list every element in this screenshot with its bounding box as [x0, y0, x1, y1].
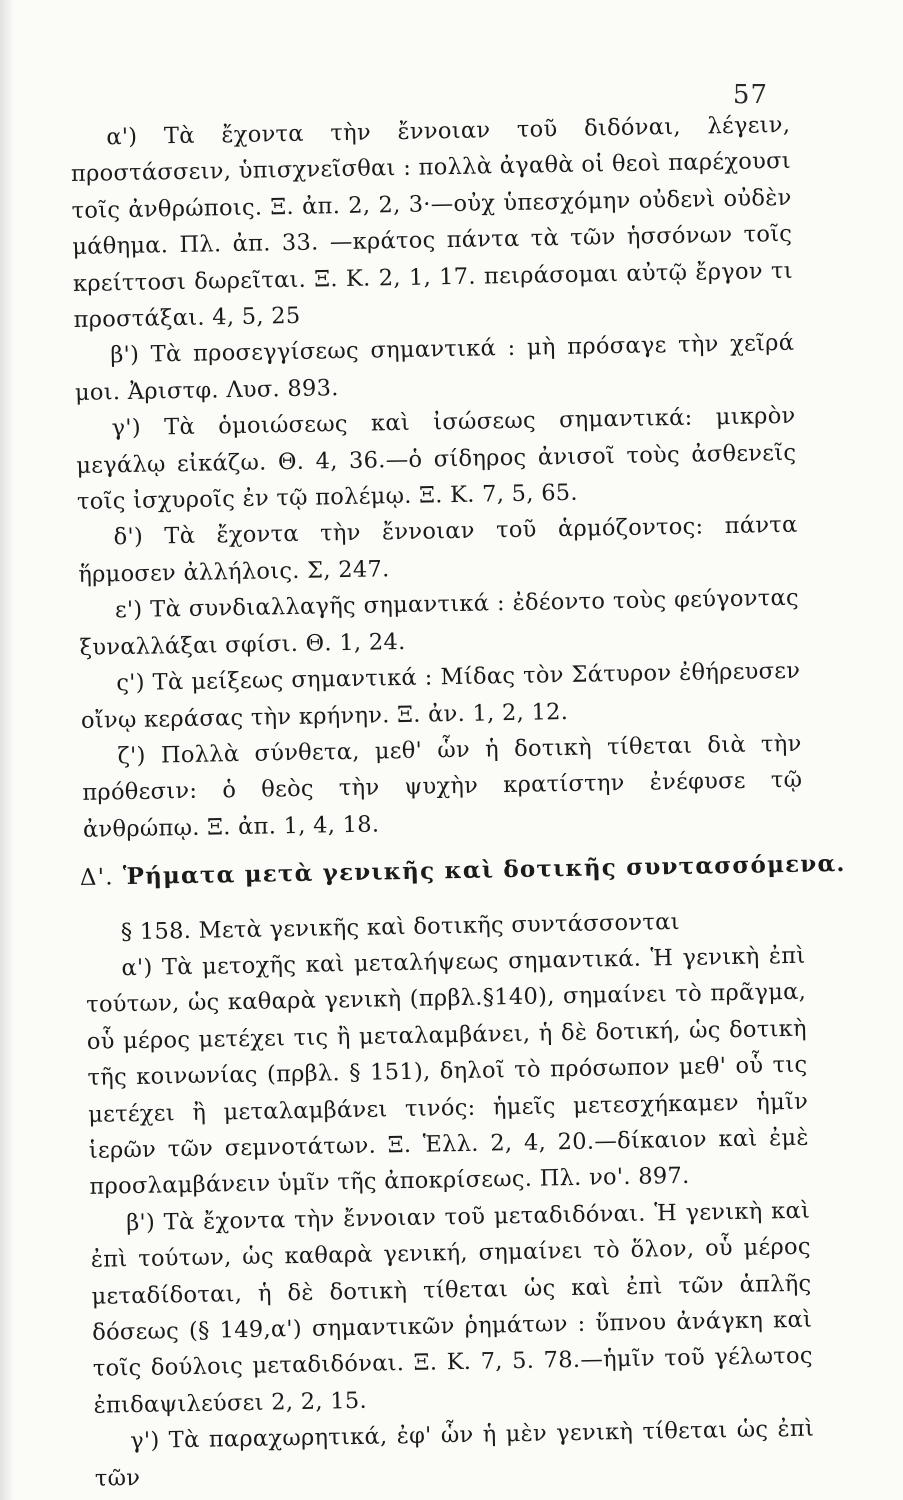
page-number: 57 — [732, 80, 768, 110]
section-heading-title: Ῥήματα μετὰ γενικῆς καὶ δοτικῆς συντασσόμενα. — [122, 850, 846, 891]
paragraph-zeta: ζ') Πολλὰ σύνθετα, μεθ' ὧν ἡ δοτικὴ τίθεται διὰ τὴν πρόθεσιν: ὁ θεὸς τὴν ψυχὴν κρατίστην ἐνέφυσε τῷ ἀνθρώπῳ. Ξ. ἀπ. 1, 4, 18. — [82, 730, 803, 843]
section-heading — [79, 847, 846, 897]
section-intro: § 158. Μετὰ γενικῆς καὶ δοτικῆς συντάσσονται — [120, 908, 680, 945]
section-paragraph-gamma: γ') Τὰ παραχωρητικά, ἐφ' ὧν ἡ μὲν γενικὴ τίθεται ὡς ἐπὶ τῶν — [94, 1415, 815, 1492]
section-paragraph-alpha: α') Τὰ μετοχῆς καὶ μεταλήψεως σημαντικά. Ἡ γενικὴ ἐπὶ τούτων, ὡς καθαρὰ γενικὴ (πρβλ.§140), σημαίνει τὸ πρᾶγμα, οὗ μέρος μετέχει τις ἢ μεταλαμβάνει, ἡ δὲ δοτική, ὡς δοτικὴ τῆς κοινωνίας (πρβλ. § 151), δηλοῖ τὸ πρόσωπον μεθ' οὗ τις μετέχει ἢ μεταλαμβάνει τινός: ἡμεῖς μετεσχήκαμεν ἡμῖν ἱερῶν τῶν σεμνοτάτων. Ξ. Ἑλλ. 2, 4, 20.—δίκαιον καὶ ἐμὲ προσλαμβάνειν ὑμῖν τῆς ἀποκρίσεως. Πλ. νο'. 897. — [85, 942, 810, 1201]
section-heading-letter: Δ'. — [79, 864, 114, 892]
paragraph-beta: β') Τὰ προσεγγίσεως σημαντικά : μὴ πρόσαγε τὴν χεῖρά μοι. Ἀριστφ. Λυσ. 893. — [74, 330, 795, 406]
paragraph-delta: δ') Τὰ ἔχοντα τὴν ἔννοιαν τοῦ ἁρμόζοντος: πάντα ἥρμοσεν ἀλλήλοις. Σ, 247. — [78, 512, 798, 588]
paragraph-epsilon: ε') Τὰ συνδιαλλαγῆς σημαντικά : ἐδέοντο τοὺς φεύγοντας ξυναλλάξαι σφίσι. Θ. 1, 24. — [79, 585, 800, 661]
paragraph-stigma: ς') Τὰ μείξεως σημαντικά : Μίδας τὸν Σάτυρον ἐθήρευσεν οἴνῳ κεράσας τὴν κρήνην. Ξ. ἀν. 1, 2, 12. — [80, 657, 801, 734]
section-paragraph-beta: β') Τὰ ἔχοντα τὴν ἔννοιαν τοῦ μεταδιδόναι. Ἡ γενικὴ καὶ ἐπὶ τούτων, ὡς καθαρὰ γενική, σημαίνει τὸ ὅλον, οὗ μέρος μεταδίδοται, ἡ δὲ δοτικὴ τίθεται ὡς καὶ ἐπὶ τῶν ἁπλῆς δόσεως (§ 149,α') σημαντικῶν ῥημάτων : ὕπνου ἀνάγκη καὶ τοῖς δούλοις μεταδιδόναι. Ξ. Κ. 7, 5. 78.—ἡμῖν τοῦ γέλωτος ἐπιδαψιλεύσει 2, 2, 15. — [90, 1197, 814, 1419]
page-edge-shadow — [0, 0, 14, 1500]
paragraph-gamma: γ') Τὰ ὁμοιώσεως καὶ ἰσώσεως σημαντικά: μικρὸν μεγάλῳ εἰκάζω. Θ. 4, 36.—ὁ σίδηρος ἀνισοῖ τοὺς ἀσθενεῖς τοῖς ἰσχυροῖς ἐν τῷ πολέμῳ. Ξ. Κ. 7, 5, 65. — [76, 403, 797, 515]
page-text — [70, 107, 846, 1497]
paragraph-alpha: α') Τὰ ἔχοντα τὴν ἔννοιαν τοῦ διδόναι, λέγειν, προστάσσειν, ὑπισχνεῖσθαι : πολλὰ ἀγαθὰ οἱ θεοὶ παρέχουσι τοῖς ἀνθρώποις. Ξ. ἀπ. 2, 2, 3·—οὐχ ὑπεσχόμην οὐδενὶ οὐδὲν μάθημα. Πλ. ἀπ. 33. —κράτος πάντα τὰ τῶν ἡσσόνων τοῖς κρείττοσι δωρεῖται. Ξ. Κ. 2, 1, 17. πειράσομαι αὐτῷ ἔργον τι προστάξαι. 4, 5, 25 — [70, 111, 794, 333]
